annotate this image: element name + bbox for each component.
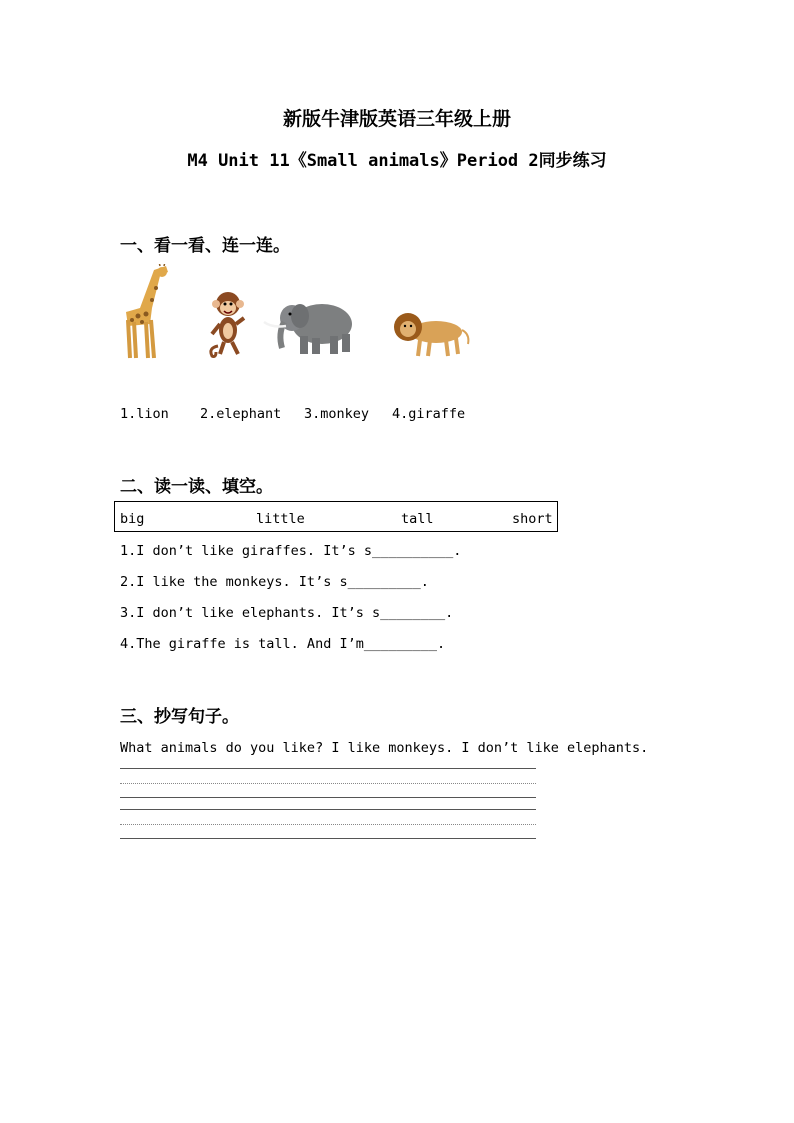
option-4: 4.giraffe xyxy=(392,406,466,422)
worksheet-subtitle: M4 Unit 11《Small animals》Period 2同步练习 xyxy=(187,151,607,171)
section3-heading: 三、抄写句子。 xyxy=(120,707,239,727)
giraffe-image xyxy=(114,264,176,362)
word-bank-item: big xyxy=(120,511,145,527)
writing-line xyxy=(120,838,536,839)
word-bank-item: short xyxy=(512,511,553,527)
option-1: 1.lion xyxy=(120,406,169,422)
question-4: 4.The giraffe is tall. And I’m_________. xyxy=(120,636,446,652)
question-2: 2.I like the monkeys. It’s s_________. xyxy=(120,574,429,590)
section1-heading: 一、看一看、连一连。 xyxy=(120,236,290,256)
section2-heading: 二、读一读、填空。 xyxy=(120,477,273,497)
word-bank xyxy=(114,501,558,532)
writing-line xyxy=(120,824,536,825)
elephant-image xyxy=(262,296,356,356)
word-bank-item: tall xyxy=(401,511,434,527)
writing-line xyxy=(120,783,536,784)
monkey-image xyxy=(204,288,252,358)
question-3: 3.I don’t like elephants. It’s s________. xyxy=(120,605,454,621)
option-3: 3.monkey xyxy=(304,406,370,422)
writing-line xyxy=(120,768,536,769)
option-2: 2.elephant xyxy=(200,406,282,422)
writing-line xyxy=(120,809,536,810)
copy-sentence: What animals do you like? I like monkeys. I don’t like elephants. xyxy=(120,740,649,756)
writing-line xyxy=(120,797,536,798)
question-1: 1.I don’t like giraffes. It’s s__________. xyxy=(120,543,462,559)
worksheet-title: 新版牛津版英语三年级上册 xyxy=(282,108,511,130)
lion-image xyxy=(392,312,470,358)
word-bank-item: little xyxy=(256,511,305,527)
